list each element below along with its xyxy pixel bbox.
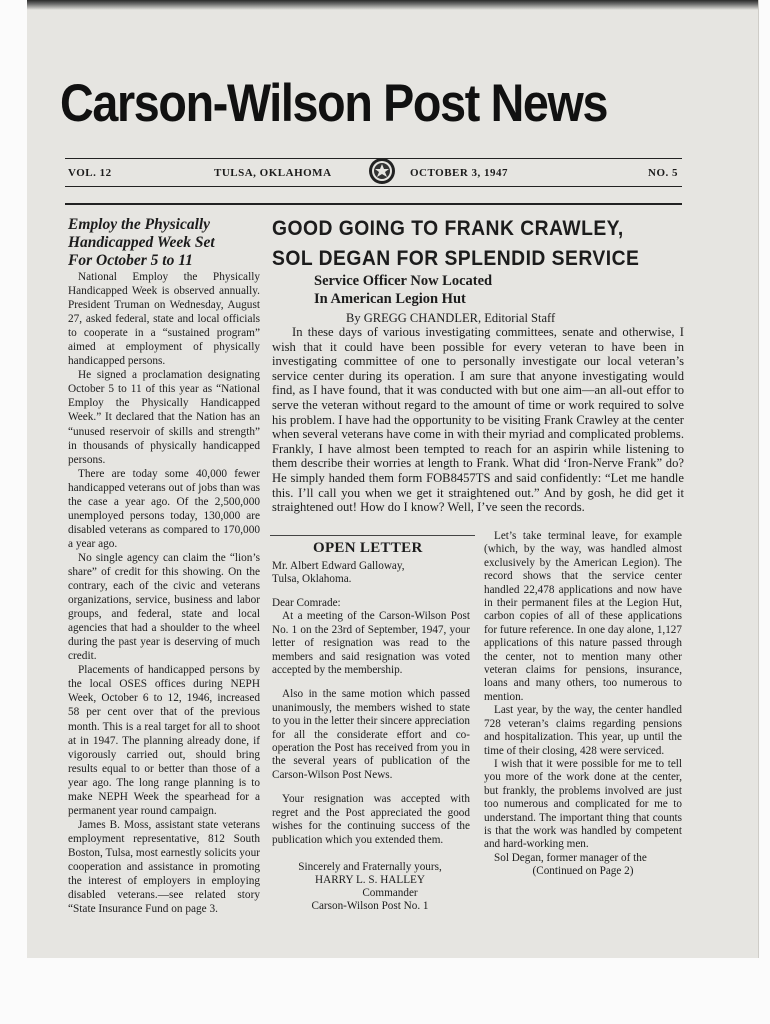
open-letter-title: OPEN LETTER bbox=[313, 540, 423, 556]
paragraph: National Employ the Physically Handicapped Week is observed annually. President Truman on Wednesday, August 27, asked federal, state and local officials to cooperate in a “sustained program” aimed at employment of physically handicapped persons. bbox=[68, 271, 260, 368]
paragraph: There are today some 40,000 fewer handicapped veterans out of jobs than was the case a year ago. Of the 2,500,000 unemployed persons today, 130,000 are disabled veterans as compared to 170,000 a year ago. bbox=[68, 467, 260, 550]
masthead-rule-bottom bbox=[65, 186, 682, 187]
continued-note: (Continued on Page 2) bbox=[532, 865, 634, 878]
main-subheadline: Service Officer Now Located In American Legion Hut bbox=[314, 273, 493, 307]
volume-label: VOL. 12 bbox=[68, 167, 112, 179]
paragraph: James B. Moss, assistant state veterans employment representative, 812 South Boston, Tulsa, most earnestly solicits your cooperation and assistance in promoting the interest of employers in employing disabled veterans.—see related story “State Insurance Fund on page 3. bbox=[68, 818, 260, 916]
main-article-lead: In these days of various investigating committees, senate and otherwise, I wish that it could have been possible for every veteran to have been in investigating committee of one to personally investigate our local veteran’s service center during its operation. I am sure that anyone investigating would find, as I have found, that it was conducted with but one aim—an all-out effor to serve the veteran without regard to the amount of time or work required to solve his problem. I have had the opportunity to be visiting Frank Crawley at the center when several veterans have come in with their myriad and complicated problems. Frankly, I have almost been tempted to reach for an aspirin while listening to them describe their worries at length to Frank. What did ‘Iron-Nerve Frank” do? He simply handed them form FOB8457TS and said confidently: “Let me handle this. I’ll call you when we get it straightened out.” And by gosh, he did get it straightened out! How do I know? Well, I’ve seen the records. bbox=[272, 325, 684, 515]
open-letter-signature: Sincerely and Fraternally yours, HARRY L. S. HALLEY Commander Carson-Wilson Post No. 1 bbox=[298, 861, 442, 912]
masthead-title: Carson-Wilson Post News bbox=[60, 74, 608, 133]
column-divider bbox=[270, 535, 475, 536]
salutation: Dear Comrade: bbox=[272, 597, 341, 609]
section-rule bbox=[65, 203, 682, 205]
paragraph: He signed a proclamation designating October 5 to 11 of this year as “National Employ the Physically Handicapped Week.” It declared that the Nation has an “unused reservoir of skills and strength” in thousands of physically handicapped persons. bbox=[68, 369, 260, 466]
issue-number: NO. 5 bbox=[648, 167, 678, 179]
paragraph: Placements of handicapped persons by the local OSES offices during NEPH Week, October 6 to 12, 1946, increased 58 per cent over that of the previous month. This is a real target for all to shoot at in 1947. The planning already done, if vigorously carried out, should bring results equal to or better than those of a year ago. The long range planning is to make NEPH Week the spearhead for a permanent year round campaign. bbox=[68, 664, 260, 817]
city-label: TULSA, OKLAHOMA bbox=[214, 167, 332, 179]
paragraph: Let’s take terminal leave, for example (which, by the way, was handled almost exclusively by the American Legion). The record shows that the service center handled 22,478 applications and now have in their permanent files at the Legion Hut, carbon copies of all of these applications for future reference. In one day alone, 1,127 applications of this nature passed through the center, not to mention many other veteran claims for pensions, insurance, loans and many others, too numerous to mention. bbox=[484, 530, 682, 703]
paragraph: No single agency can claim the “lion’s share” of credit for this showing. On the contrary, each of the civic and veterans organizations, service, business and labor groups, and federal, state and local agencies that had a shoulder to the wheel during the past year is deserving of much credit. bbox=[68, 551, 260, 663]
paragraph: Sol Degan, former manager of the bbox=[494, 851, 647, 864]
paragraph: At a meeting of the Carson-Wilson Post No. 1 on the 23rd of September, 1947, your letter of resignation was read to the members and said resignation was voted accepted by the membership. bbox=[272, 610, 470, 677]
paragraph: Also in the same motion which passed unanimously, the members wished to state to you in the letter their sincere appreciation for all the considerate effort and co-operation the Post has received from you in the several years of publication of the Carson-Wilson Post News. bbox=[272, 688, 470, 781]
side-article-headline: Employ the Physically Handicapped Week Set For October 5 to 11 bbox=[68, 216, 215, 269]
byline: By GREGG CHANDLER, Editorial Staff bbox=[346, 311, 556, 325]
open-letter-body bbox=[272, 597, 470, 847]
paragraph: Last year, by the way, the center handled 728 veteran’s claims regarding pensions and hospitalization. This year, up until the time of their closing, 428 were serviced. bbox=[484, 704, 682, 757]
side-article-body bbox=[68, 270, 260, 916]
paragraph: I wish that it were possible for me to tell you more of the work done at the center, but frankly, the problems involved are just too numerous and complicated for me to understand. The important thing that counts is that the work was handled by competent and hard-working men. bbox=[484, 757, 682, 851]
paragraph: Your resignation was accepted with regret and the Post appreciated the good wishes for the continuing success of the publication which you extended them. bbox=[272, 793, 470, 846]
issue-date: OCTOBER 3, 1947 bbox=[410, 167, 509, 179]
main-article-continued bbox=[484, 530, 682, 879]
open-letter-recipient: Mr. Albert Edward Galloway, Tulsa, Oklahoma. bbox=[272, 560, 405, 586]
american-legion-emblem-icon bbox=[368, 157, 396, 185]
main-headline: GOOD GOING TO FRANK CRAWLEY, SOL DEGAN FOR SPLENDID SERVICE bbox=[272, 217, 640, 270]
